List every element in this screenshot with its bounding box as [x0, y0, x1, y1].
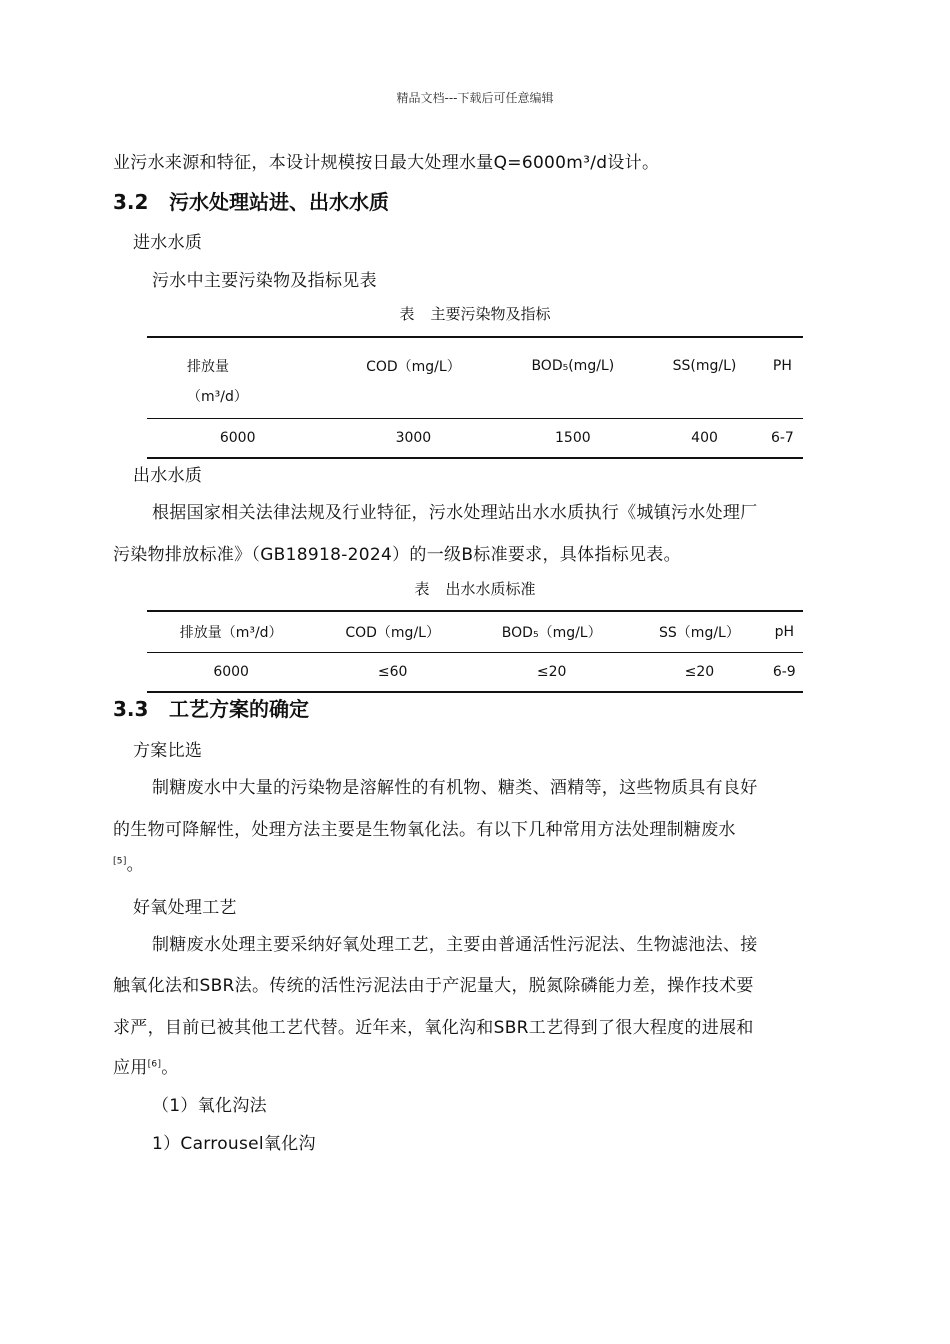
- table-row: [147, 653, 803, 693]
- section-title: 工艺方案的确定: [169, 697, 309, 721]
- inlet-quality-table: [147, 336, 803, 459]
- header-ph: PH: [772, 358, 792, 374]
- period: 。: [161, 1058, 179, 1078]
- cell-ss: ≤20: [633, 653, 765, 693]
- inlet-heading: 进水水质: [133, 233, 203, 253]
- outlet-paragraph-line1: 根据国家相关法律法规及行业特征，污水处理站出水水质执行《城镇污水处理厂: [152, 503, 758, 523]
- p2-line4: [113, 1053, 179, 1078]
- cell-flow: 6000: [147, 419, 328, 459]
- header-ss: SS(mg/L): [672, 358, 737, 374]
- header-bod: BOD₅（mg/L）: [501, 625, 602, 641]
- cell-ph: 6-9: [766, 653, 803, 693]
- header-flow: 排放量（m³/d）: [179, 625, 283, 641]
- header-ph: pH: [774, 624, 794, 640]
- caption-text: 主要污染物及指标: [430, 305, 551, 323]
- inlet-intro: 污水中主要污染物及指标见表: [152, 271, 377, 291]
- caption-prefix: 表: [414, 580, 430, 598]
- section-3-3-heading: [113, 693, 309, 722]
- table2-caption: [0, 578, 950, 599]
- p2-line1: 制糖废水处理主要采纳好氧处理工艺，主要由普通活性污泥法、生物滤池法、接: [152, 935, 758, 955]
- p1-line2: 的生物可降解性，处理方法主要是生物氧化法。有以下几种常用方法处理制糖废水: [113, 820, 736, 840]
- intro-line: 业污水来源和特征，本设计规模按日最大处理水量Q=6000m³/d设计。: [113, 153, 660, 173]
- aerobic-heading: 好氧处理工艺: [133, 898, 237, 918]
- section-number: 3.3: [113, 697, 149, 721]
- header-ss: SS（mg/L）: [659, 625, 740, 641]
- text: 应用: [113, 1058, 148, 1078]
- item-oxidation-ditch: （1）氧化沟法: [152, 1096, 267, 1116]
- citation-ref: [5]: [113, 856, 127, 867]
- section-3-2-heading: [113, 186, 389, 215]
- cell-ph: 6-7: [762, 419, 803, 459]
- cell-cod: ≤60: [315, 653, 470, 693]
- p2-line2: 触氧化法和SBR法。传统的活性污泥法由于产泥量大，脱氮除磷能力差，操作技术要: [113, 976, 754, 996]
- header-cod: COD（mg/L）: [366, 359, 461, 375]
- section-title: 污水处理站进、出水水质: [169, 190, 389, 214]
- outlet-heading: 出水水质: [133, 466, 203, 486]
- header-flow-unit: （m³/d）: [187, 389, 248, 405]
- caption-text: 出水水质标准: [445, 580, 536, 598]
- header-flow: 排放量: [187, 359, 229, 375]
- outlet-standard-table: [147, 610, 803, 693]
- item-carrousel: 1）Carrousel氧化沟: [152, 1134, 316, 1154]
- p1-line1: 制糖废水中大量的污染物是溶解性的有机物、糖类、酒精等，这些物质具有良好: [152, 778, 758, 798]
- period: 。: [126, 855, 144, 875]
- cell-flow: 6000: [147, 653, 315, 693]
- cell-bod: ≤20: [470, 653, 633, 693]
- table1-caption: [0, 303, 950, 324]
- table-row: [147, 419, 803, 459]
- header-bod: BOD₅(mg/L): [531, 358, 615, 374]
- cell-ss: 400: [647, 419, 762, 459]
- compare-heading: 方案比选: [133, 741, 203, 761]
- section-number: 3.2: [113, 190, 149, 214]
- outlet-paragraph-line2: 污染物排放标准》（GB18918-2024）的一级B标准要求，具体指标见表。: [113, 545, 681, 565]
- page-header: 精品文档---下载后可任意编辑: [396, 91, 554, 105]
- cell-bod: 1500: [498, 419, 647, 459]
- p1-line3: [113, 850, 144, 875]
- header-cod: COD（mg/L）: [345, 625, 440, 641]
- caption-prefix: 表: [399, 305, 415, 323]
- citation-ref: [6]: [147, 1059, 162, 1070]
- cell-cod: 3000: [328, 419, 498, 459]
- p2-line3: 求严，目前已被其他工艺代替。近年来，氧化沟和SBR工艺得到了很大程度的进展和: [113, 1018, 754, 1038]
